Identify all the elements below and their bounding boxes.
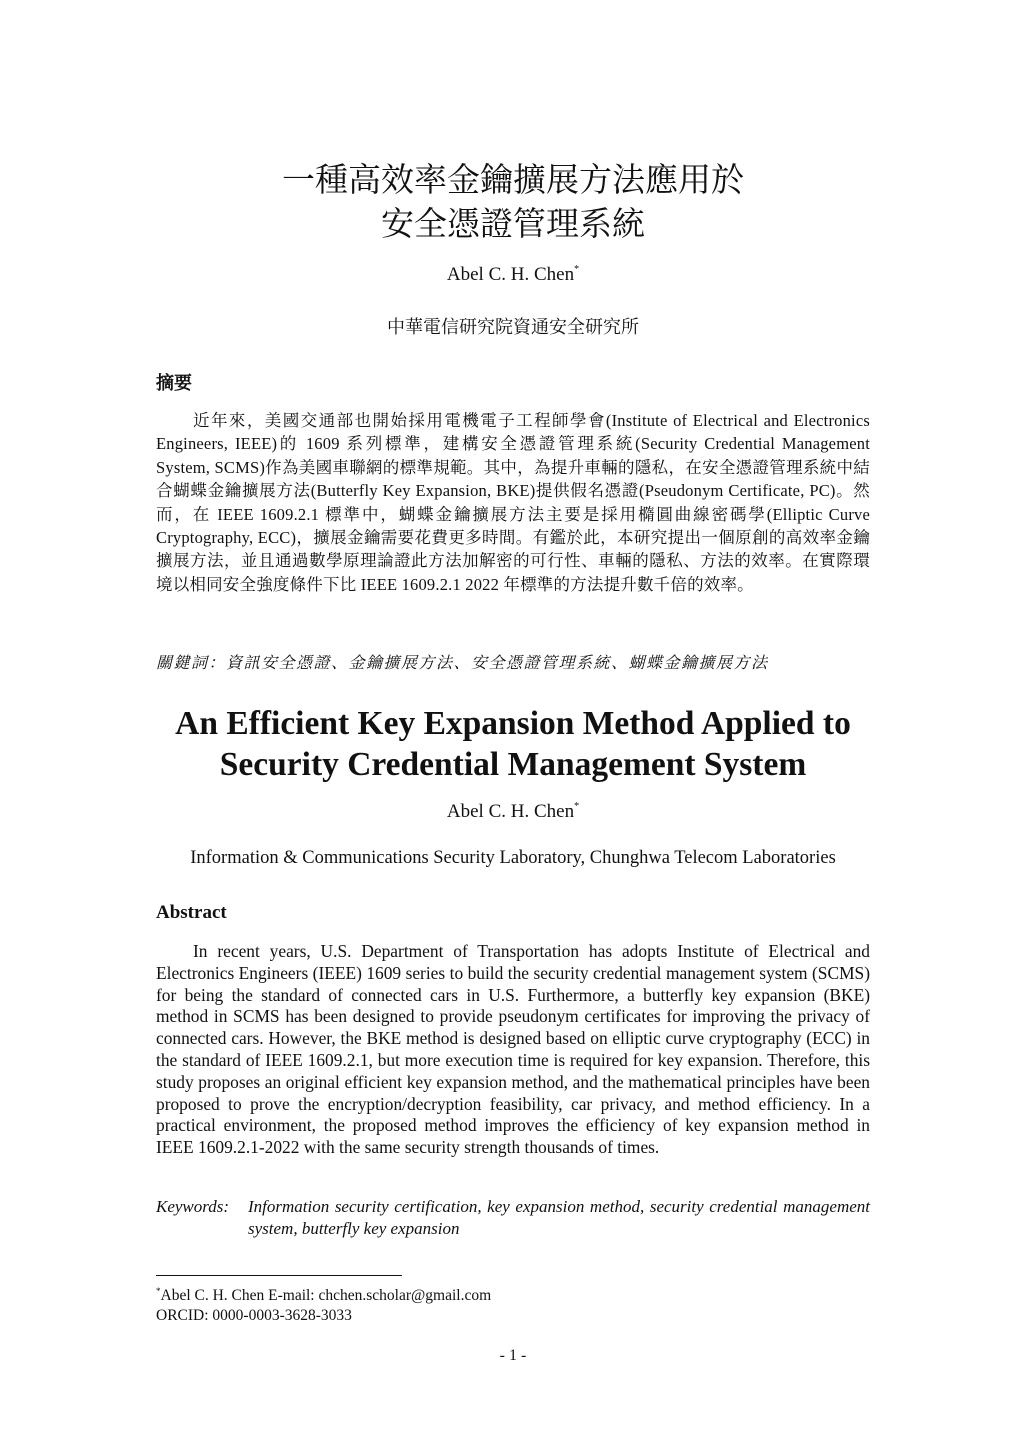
english-title (146, 703, 880, 785)
english-affiliation: Information & Communications Security Laboratory, Chunghwa Telecom Laboratories (190, 848, 836, 868)
chinese-abstract-heading: 摘要 (156, 373, 192, 394)
chinese-title (156, 158, 870, 246)
footnote-divider (156, 1275, 402, 1276)
english-author (156, 801, 870, 823)
chinese-keywords: 關鍵詞：資訊安全憑證、金鑰擴展方法、安全憑證管理系統、蝴蝶金鑰擴展方法 (156, 655, 769, 672)
english-keywords-label: Keywords: (156, 1197, 230, 1216)
english-abstract-text: In recent years, U.S. Department of Transportation has adopts Institute of Electrical and Electronics Engineers (IEEE) 1609 series to build the security credential management system (SCMS) for being the standard of connected cars in U.S. Furthermore, a butterfly key expansion (BKE) method in SCMS has been designed to provide pseudonym certificates for improving the privacy of connected cars. However, the BKE method is designed based on elliptic curve cryptography (ECC) in the standard of IEEE 1609.2.1, but more execution time is required for key expansion. Therefore, this study proposes an original efficient key expansion method, and the mathematical principles have been proposed to prove the encryption/decryption feasibility, car privacy, and method efficiency. In a practical environment, the proposed method improves the efficiency of key expansion method in IEEE 1609.2.1-2022 with the same security strength thousands of times. (156, 941, 870, 1158)
page-number: - 1 - (499, 1347, 527, 1364)
chinese-abstract-text: 近年來，美國交通部也開始採用電機電子工程師學會(Institute of Electrical and Electronics Engineers, IEEE)的 1609 系列標準，建構安全憑證管理系統(Security Credential Management System, SCMS)作為美國車聯網的標準規範。其中，為提升車輛的隱私，在安全憑證管理系統中結合蝴蝶金鑰擴展方法(Butterfly Key Expansion, BKE)提供假名憑證(Pseudonym Certificate, PC)。然而，在 IEEE 1609.2.1 標準中，蝴蝶金鑰擴展方法主要是採用橢圓曲線密碼學(Elliptic Curve Cryptography, ECC)，擴展金鑰需要花費更多時間。有鑑於此，本研究提出一個原創的高效率金鑰擴展方法，並且通過數學原理論證此方法加解密的可行性、車輛的隱私、方法的效率。在實際環境以相同安全強度條件下比 IEEE 1609.2.1 2022 年標準的方法提升數千倍的效率。 (156, 411, 870, 594)
footnote-orcid: ORCID: 0000-0003-3628-3033 (156, 1307, 352, 1324)
english-author-name: Abel C. H. Chen (446, 801, 575, 822)
paper-page (156, 0, 870, 1448)
english-keywords-text: Information security certification, key expansion method, security credential management system, butterfly key expansion (248, 1197, 870, 1238)
english-author-footnote-mark: * (574, 801, 580, 812)
chinese-affiliation: 中華電信研究院資通安全研究所 (387, 317, 639, 338)
chinese-title-line-1: 一種高效率金鑰擴展方法應用於 (282, 160, 744, 199)
chinese-title-line-2: 安全憑證管理系統 (381, 204, 645, 243)
footnote-email (156, 1286, 491, 1305)
english-title-line-1: An Efficient Key Expansion Method Applied to (175, 705, 851, 742)
english-abstract-heading: Abstract (156, 902, 227, 923)
footnote-email-text: Abel C. H. Chen E-mail: chchen.scholar@gmail.com (160, 1287, 492, 1304)
chinese-author-name: Abel C. H. Chen (446, 264, 575, 285)
chinese-author (156, 264, 870, 286)
chinese-author-footnote-mark: * (574, 264, 580, 275)
english-title-line-2: Security Credential Management System (219, 746, 807, 783)
footnote-mark: * (156, 1286, 161, 1296)
